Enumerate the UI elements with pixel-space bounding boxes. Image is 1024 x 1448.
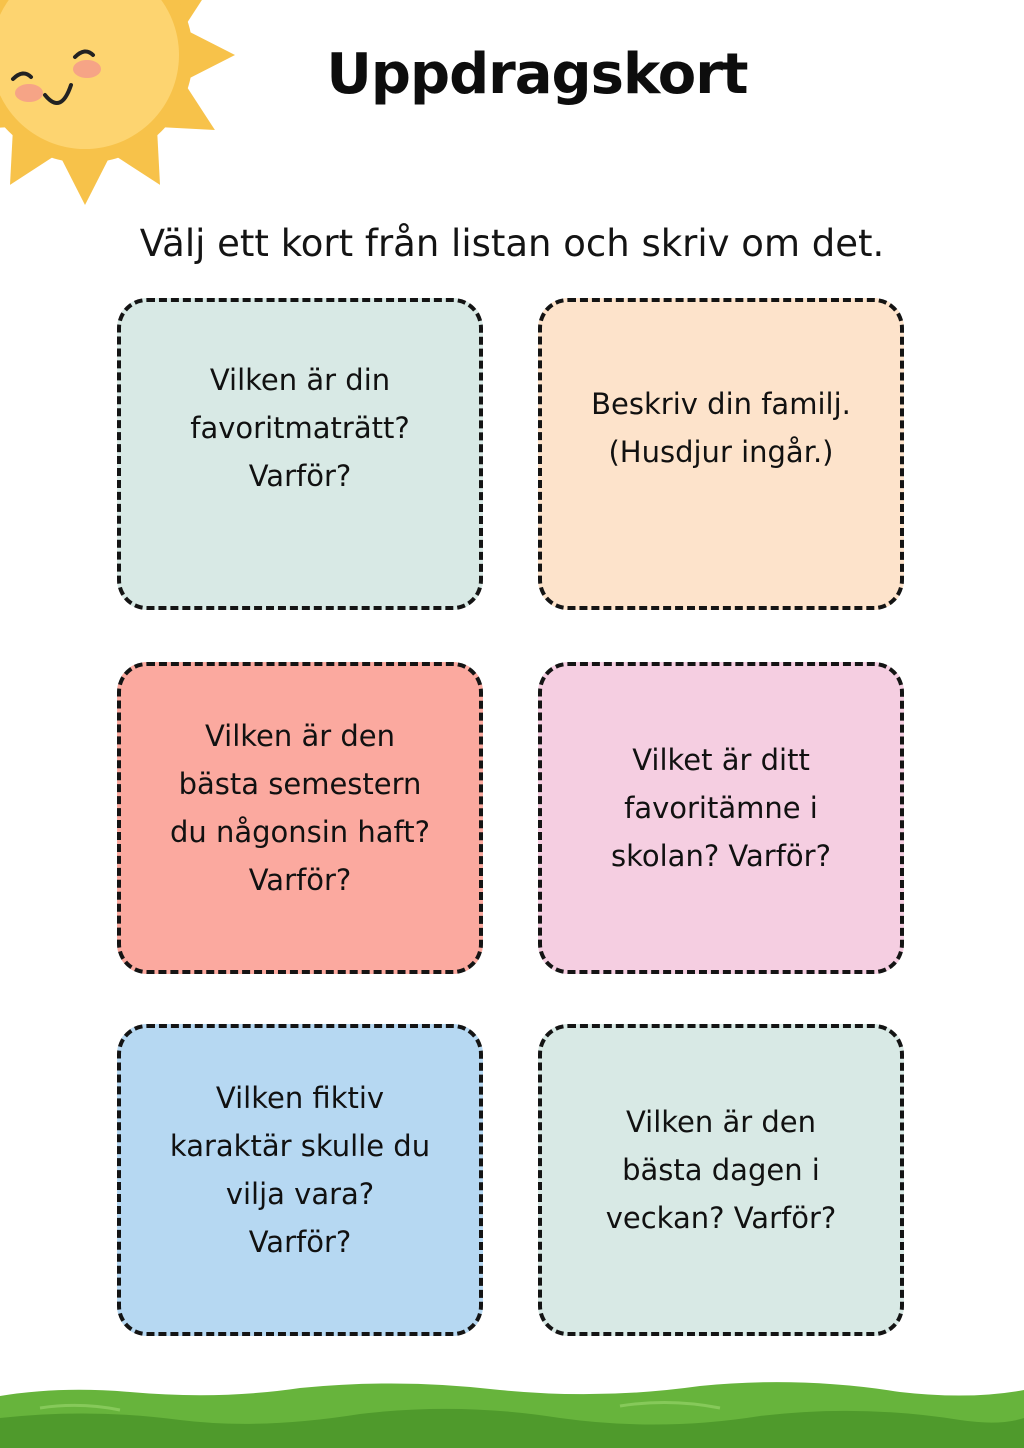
- task-card-text: Vilken är den bästa semestern du någonsin haft? Varför?: [169, 719, 431, 897]
- task-card-text: Vilket är ditt favoritämne i skolan? Varför?: [611, 743, 831, 873]
- task-card-favorite-subject[interactable]: [538, 662, 904, 974]
- task-card-best-weekday[interactable]: [538, 1024, 904, 1336]
- task-card-text: Vilken är din favoritmaträtt? Varför?: [190, 363, 410, 493]
- page-title: Uppdragskort: [326, 42, 748, 107]
- task-card-family[interactable]: [538, 298, 904, 610]
- task-card-text: Vilken fiktiv karaktär skulle du vilja vara? Varför?: [169, 1081, 431, 1259]
- instruction-text: Välj ett kort från listan och skriv om det.: [139, 222, 885, 265]
- task-card-favorite-dish[interactable]: [117, 298, 483, 610]
- grass-strip: [0, 1378, 1024, 1448]
- task-card-fictional-character[interactable]: [117, 1024, 483, 1336]
- task-card-text: Vilken är den bästa dagen i veckan? Varför?: [605, 1105, 837, 1235]
- task-card-text: Beskriv din familj. (Husdjur ingår.): [591, 387, 851, 469]
- task-card-best-vacation[interactable]: [117, 662, 483, 974]
